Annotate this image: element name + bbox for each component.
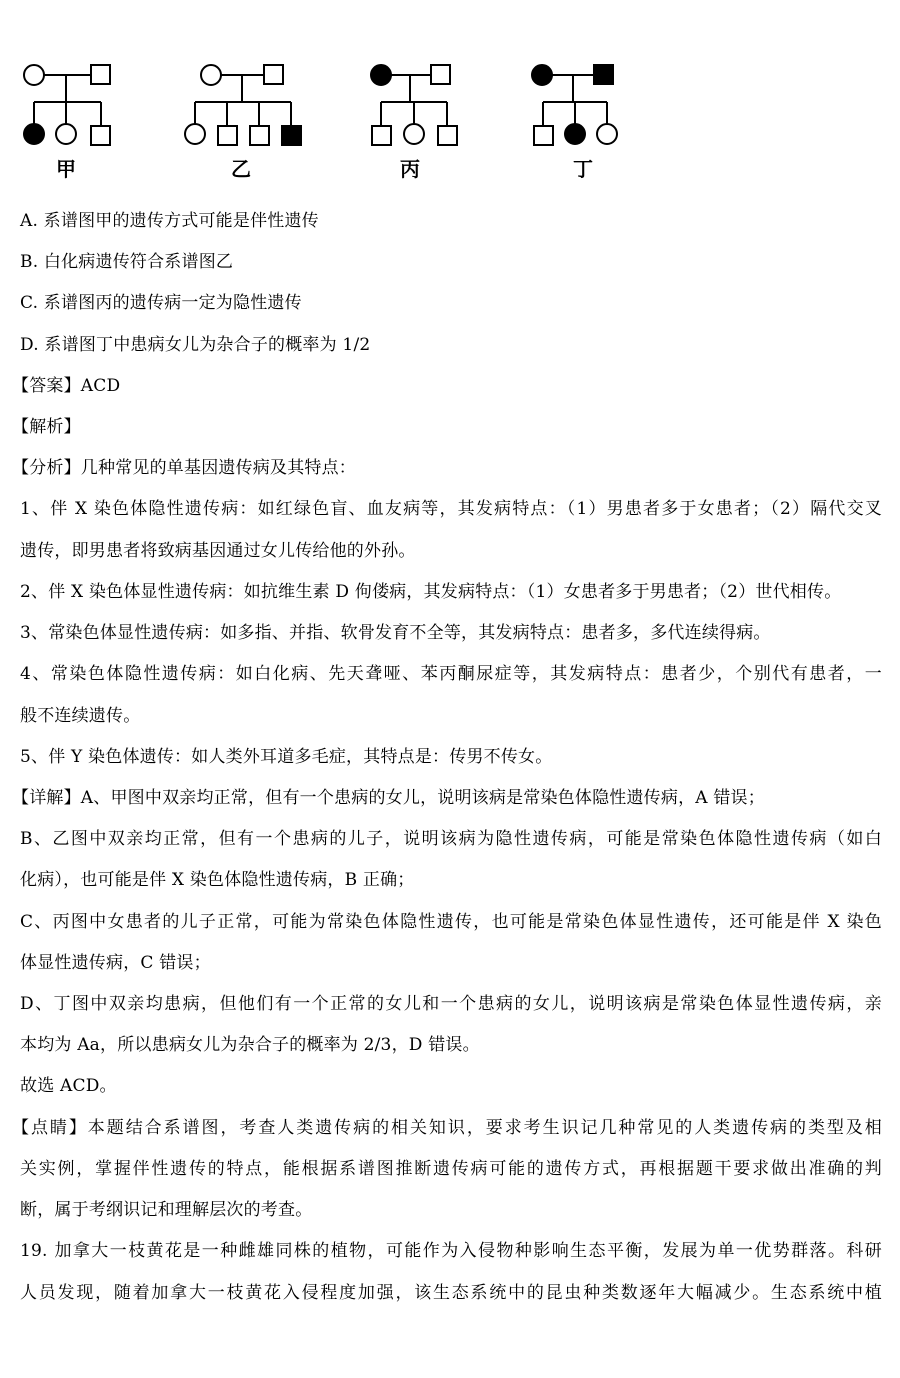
option-a: A. 系谱图甲的遗传方式可能是伴性遗传 — [20, 211, 319, 231]
option-b: B. 白化病遗传符合系谱图乙 — [20, 252, 234, 272]
pedigree-jia — [24, 65, 110, 145]
option-c: C. 系谱图丙的遗传病一定为隐性遗传 — [20, 293, 302, 313]
pedigree-label-ding: 丁 — [573, 157, 593, 181]
pedigree-figures — [0, 0, 900, 200]
text-line: 体显性遗传病，C 错误； — [20, 953, 211, 973]
pedigree-ding — [532, 65, 617, 145]
text-line: 般不连续遗传。 — [20, 706, 141, 726]
answer-line: 【答案】ACD — [12, 376, 121, 396]
pedigree-label-yi: 乙 — [231, 157, 251, 181]
text-line: 1、伴 X 染色体隐性遗传病：如红绿色盲、血友病等，其发病特点：（1）男患者多于女患者；（2）隔代交叉 — [20, 499, 882, 519]
text-line: 本均为 Aa，所以患病女儿为杂合子的概率为 2/3，D 错误。 — [20, 1035, 480, 1055]
text-line: 关实例，掌握伴性遗传的特点，能根据系谱图推断遗传病可能的遗传方式，再根据题干要求做出准确的判 — [20, 1159, 882, 1179]
question-19-line: 人员发现，随着加拿大一枝黄花入侵程度加强，该生态系统中的昆虫种类数逐年大幅减少。生态系统中植 — [20, 1283, 882, 1303]
analysis-title: 【解析】 — [12, 417, 81, 437]
detail-heading: 【详解】A、甲图中双亲均正常，但有一个患病的女儿，说明该病是常染色体隐性遗传病，A 错误； — [12, 788, 765, 808]
text-line: 断，属于考纲识记和理解层次的考查。 — [20, 1200, 313, 1220]
text-line: 2、伴 X 染色体显性遗传病：如抗维生素 D 佝偻病，其发病特点：（1）女患者多于男患者；（2）世代相传。 — [20, 582, 842, 602]
text-line: 遗传，即男患者将致病基因通过女儿传给他的外孙。 — [20, 541, 416, 561]
text-line: B、乙图中双亲均正常，但有一个患病的儿子，说明该病为隐性遗传病，可能是常染色体隐性遗传病（如白 — [20, 829, 882, 849]
text-line: 5、伴 Y 染色体遗传：如人类外耳道多毛症，其特点是：传男不传女。 — [20, 747, 553, 767]
text-line: 化病），也可能是伴 X 染色体隐性遗传病，B 正确； — [20, 870, 415, 890]
analysis-heading: 【分析】几种常见的单基因遗传病及其特点： — [12, 458, 356, 478]
text-line: D、丁图中双亲均患病，但他们有一个正常的女儿和一个患病的女儿，说明该病是常染色体显性遗传病，亲 — [20, 994, 882, 1014]
pedigree-label-bing: 丙 — [400, 157, 420, 181]
pedigree-bing — [371, 65, 457, 145]
pedigree-yi — [185, 65, 301, 145]
text-line: 4、常染色体隐性遗传病：如白化病、先天聋哑、苯丙酮尿症等，其发病特点：患者少，个别代有患者，一 — [20, 664, 882, 684]
text-line: C、丙图中女患者的儿子正常，可能为常染色体隐性遗传，也可能是常染色体显性遗传，还可能是伴 X 染色 — [20, 912, 882, 932]
option-d: D. 系谱图丁中患病女儿为杂合子的概率为 1/2 — [20, 335, 371, 355]
text-line: 故选 ACD。 — [20, 1076, 117, 1096]
comment-heading: 【点睛】本题结合系谱图，考查人类遗传病的相关知识，要求考生识记几种常见的人类遗传病的类型及相 — [12, 1118, 882, 1138]
pedigree-label-jia: 甲 — [56, 157, 76, 181]
question-19-line: 19. 加拿大一枝黄花是一种雌雄同株的植物，可能作为入侵物种影响生态平衡，发展为单一优势群落。科研 — [20, 1241, 882, 1261]
text-line: 3、常染色体显性遗传病：如多指、并指、软骨发育不全等，其发病特点：患者多，多代连续得病。 — [20, 623, 771, 643]
